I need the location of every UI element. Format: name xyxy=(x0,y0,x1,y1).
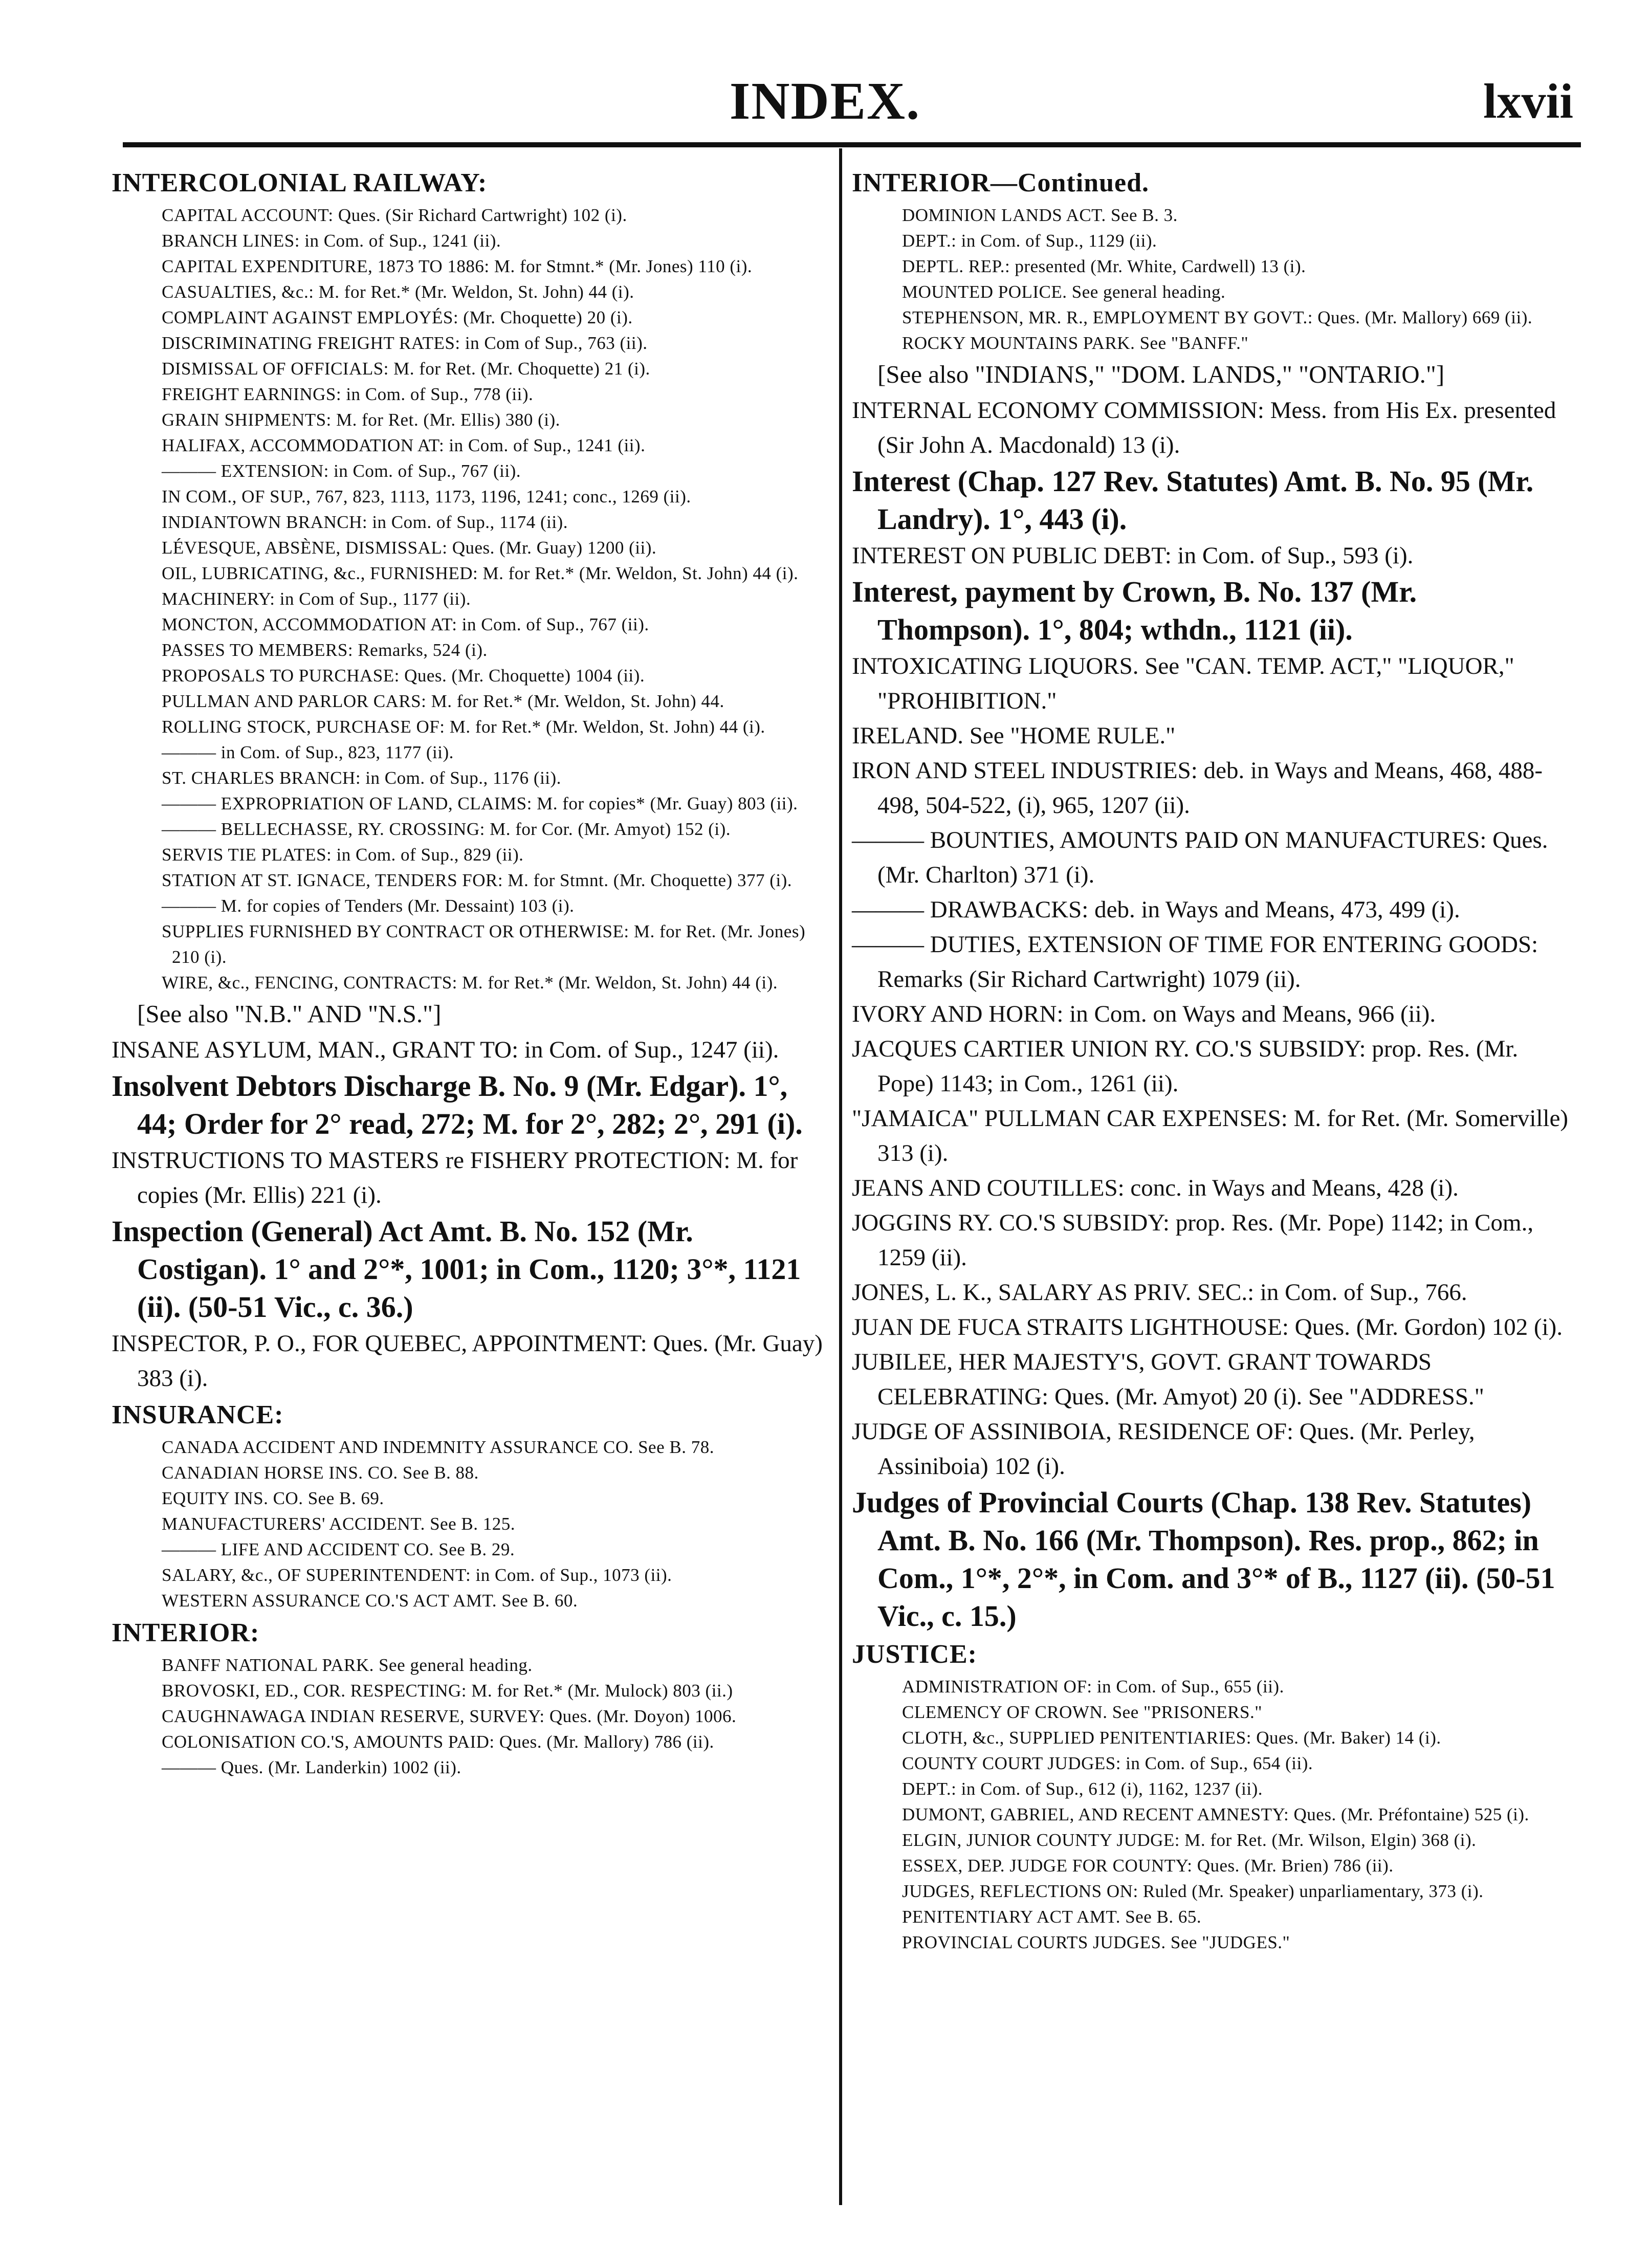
index-entry-sub: COMPLAINT AGAINST EMPLOYÉS: (Mr. Choquette) 20 (i). xyxy=(162,307,633,327)
right-column xyxy=(852,164,1576,1955)
index-entry-sub: CAPITAL ACCOUNT: Ques. (Sir Richard Cartwright) 102 (i). xyxy=(162,205,627,225)
index-entry-sub: DUMONT, GABRIEL, AND RECENT AMNESTY: Ques. (Mr. Préfontaine) 525 (i). xyxy=(902,1804,1529,1824)
index-entry-see: [See also "INDIANS," "DOM. LANDS," "ONTARIO."] xyxy=(877,360,1445,388)
index-entry-sub: DOMINION LANDS ACT. See B. 3. xyxy=(902,205,1178,225)
index-entry-sub: EQUITY INS. CO. See B. 69. xyxy=(162,1488,384,1508)
index-entry-sub: ——— BELLECHASSE, RY. CROSSING: M. for Cor. (Mr. Amyot) 152 (i). xyxy=(162,819,731,839)
index-entry-sub: CAPITAL EXPENDITURE, 1873 TO 1886: M. for Stmnt.* (Mr. Jones) 110 (i). xyxy=(162,256,753,276)
index-entry-sub: CANADIAN HORSE INS. CO. See B. 88. xyxy=(162,1463,479,1483)
column-divider xyxy=(839,148,842,2205)
index-entry-main: IRON AND STEEL INDUSTRIES: deb. in Ways and Means, 468, 488-498, 504-522, (i), 965, 1207 (ii). xyxy=(852,757,1543,819)
index-entry-head: JUSTICE: xyxy=(852,1640,977,1669)
index-entry-sub: COLONISATION CO.'S, AMOUNTS PAID: Ques. (Mr. Mallory) 786 (ii). xyxy=(162,1732,714,1752)
index-entry-big: Insolvent Debtors Discharge B. No. 9 (Mr. Edgar). 1°, 44; Order for 2° read, 272; M. for 2°, 282; 2°, 291 (i). xyxy=(112,1069,803,1140)
index-entry-sub: MONCTON, ACCOMMODATION AT: in Com. of Sup., 767 (ii). xyxy=(162,614,649,634)
index-entry-sub: SALARY, &c., OF SUPERINTENDENT: in Com. of Sup., 1073 (ii). xyxy=(162,1565,672,1585)
index-entry-main: JEANS AND COUTILLES: conc. in Ways and Means, 428 (i). xyxy=(852,1175,1459,1201)
index-entry-main: JACQUES CARTIER UNION RY. CO.'S SUBSIDY: prop. Res. (Mr. Pope) 1143; in Com., 1261 (ii). xyxy=(852,1036,1519,1097)
index-entry-sub: LÉVESQUE, ABSÈNE, DISMISSAL: Ques. (Mr. Guay) 1200 (ii). xyxy=(162,538,657,558)
index-entry-sub: ——— in Com. of Sup., 823, 1177 (ii). xyxy=(162,742,454,762)
index-entry-main: JOGGINS RY. CO.'S SUBSIDY: prop. Res. (Mr. Pope) 1142; in Com., 1259 (ii). xyxy=(852,1209,1534,1271)
index-entry-sub: INDIANTOWN BRANCH: in Com. of Sup., 1174 (ii). xyxy=(162,512,568,532)
index-entry-main: JUDGE OF ASSINIBOIA, RESIDENCE OF: Ques. (Mr. Perley, Assiniboia) 102 (i). xyxy=(852,1418,1475,1480)
index-entry-sub: ——— EXTENSION: in Com. of Sup., 767 (ii). xyxy=(162,461,521,481)
index-entry-main: "JAMAICA" PULLMAN CAR EXPENSES: M. for Ret. (Mr. Somerville) 313 (i). xyxy=(852,1105,1569,1166)
index-entry-main: IVORY AND HORN: in Com. on Ways and Means, 966 (ii). xyxy=(852,1001,1436,1027)
index-entry-sub: ——— EXPROPRIATION OF LAND, CLAIMS: M. for copies* (Mr. Guay) 803 (ii). xyxy=(162,794,798,813)
index-entry-sub: ——— Ques. (Mr. Landerkin) 1002 (ii). xyxy=(162,1757,461,1777)
index-entry-sub: ST. CHARLES BRANCH: in Com. of Sup., 1176 (ii). xyxy=(162,768,561,788)
index-entry-big: Inspection (General) Act Amt. B. No. 152 (Mr. Costigan). 1° and 2°*, 1001; in Com., 1120; 3°*, 1121 (ii). (50-51 Vic., c. 36.) xyxy=(112,1215,801,1324)
index-entry-sub: ROLLING STOCK, PURCHASE OF: M. for Ret.* (Mr. Weldon, St. John) 44 (i). xyxy=(162,717,765,737)
index-entry-sub: ——— LIFE AND ACCIDENT CO. See B. 29. xyxy=(162,1539,515,1559)
index-entry-sub: MACHINERY: in Com of Sup., 1177 (ii). xyxy=(162,589,471,609)
index-entry-sub: MOUNTED POLICE. See general heading. xyxy=(902,282,1226,302)
index-entry-sub: DEPT.: in Com. of Sup., 612 (i), 1162, 1237 (ii). xyxy=(902,1779,1263,1799)
index-entry-big: Judges of Provincial Courts (Chap. 138 Rev. Statutes) Amt. B. No. 166 (Mr. Thompson). Res. prop., 862; in Com., 1°*, 2°*, in Com. and 3°* of B., 1127 (ii). (50-51 Vic., c. 15.) xyxy=(852,1486,1555,1633)
index-entry-sub: HALIFAX, ACCOMMODATION AT: in Com. of Sup., 1241 (ii). xyxy=(162,435,646,455)
index-entry-sub: MANUFACTURERS' ACCIDENT. See B. 125. xyxy=(162,1514,515,1534)
index-entry-sub: WIRE, &c., FENCING, CONTRACTS: M. for Ret.* (Mr. Weldon, St. John) 44 (i). xyxy=(162,973,778,993)
index-entry-sub: DISCRIMINATING FREIGHT RATES: in Com of Sup., 763 (ii). xyxy=(162,333,648,353)
index-entry-sub: STEPHENSON, MR. R., EMPLOYMENT BY GOVT.: Ques. (Mr. Mallory) 669 (ii). xyxy=(902,307,1533,327)
index-entry-sub: WESTERN ASSURANCE CO.'S ACT AMT. See B. 60. xyxy=(162,1591,578,1611)
index-entry-sub: PROPOSALS TO PURCHASE: Ques. (Mr. Choquette) 1004 (ii). xyxy=(162,666,645,686)
index-entry-head: INSURANCE: xyxy=(112,1400,284,1429)
index-entry-head: INTERIOR—Continued. xyxy=(852,168,1150,197)
index-entry-sub: CLOTH, &c., SUPPLIED PENITENTIARIES: Ques. (Mr. Baker) 14 (i). xyxy=(902,1728,1441,1748)
index-entry-sub: CAUGHNAWAGA INDIAN RESERVE, SURVEY: Ques. (Mr. Doyon) 1006. xyxy=(162,1706,737,1726)
index-entry-sub: GRAIN SHIPMENTS: M. for Ret. (Mr. Ellis) 380 (i). xyxy=(162,410,560,430)
index-entry-sub: BROVOSKI, ED., COR. RESPECTING: M. for Ret.* (Mr. Mulock) 803 (ii.) xyxy=(162,1681,733,1701)
index-entry-sub: STATION AT ST. IGNACE, TENDERS FOR: M. for Stmnt. (Mr. Choquette) 377 (i). xyxy=(162,870,792,890)
header-rule xyxy=(123,142,1581,147)
index-entry-main: ——— DRAWBACKS: deb. in Ways and Means, 473, 499 (i). xyxy=(852,896,1460,923)
index-entry-big: Interest (Chap. 127 Rev. Statutes) Amt. B. No. 95 (Mr. Landry). 1°, 443 (i). xyxy=(852,465,1534,536)
index-entry-sub: CANADA ACCIDENT AND INDEMNITY ASSURANCE CO. See B. 78. xyxy=(162,1437,714,1457)
page-number: lxvii xyxy=(1483,74,1573,128)
index-entry-sub: ELGIN, JUNIOR COUNTY JUDGE: M. for Ret. (Mr. Wilson, Elgin) 368 (i). xyxy=(902,1830,1477,1850)
index-entry-sub: JUDGES, REFLECTIONS ON: Ruled (Mr. Speaker) unparliamentary, 373 (i). xyxy=(902,1881,1484,1901)
index-entry-sub: FREIGHT EARNINGS: in Com. of Sup., 778 (ii). xyxy=(162,384,534,404)
index-entry-main: INSPECTOR, P. O., FOR QUEBEC, APPOINTMENT: Ques. (Mr. Guay) 383 (i). xyxy=(112,1330,823,1392)
index-entry-sub: BRANCH LINES: in Com. of Sup., 1241 (ii). xyxy=(162,231,501,251)
index-entry-sub: ROCKY MOUNTAINS PARK. See "BANFF." xyxy=(902,333,1249,353)
index-entry-sub: OIL, LUBRICATING, &c., FURNISHED: M. for Ret.* (Mr. Weldon, St. John) 44 (i). xyxy=(162,563,799,583)
index-entry-sub: CASUALTIES, &c.: M. for Ret.* (Mr. Weldon, St. John) 44 (i). xyxy=(162,282,634,302)
index-entry-sub: ——— M. for copies of Tenders (Mr. Dessaint) 103 (i). xyxy=(162,896,575,916)
index-entry-sub: PENITENTIARY ACT AMT. See B. 65. xyxy=(902,1907,1202,1927)
index-entry-sub: ADMINISTRATION OF: in Com. of Sup., 655 (ii). xyxy=(902,1677,1284,1697)
index-entry-main: INTEREST ON PUBLIC DEBT: in Com. of Sup., 593 (i). xyxy=(852,542,1414,569)
index-entry-main: JUBILEE, HER MAJESTY'S, GOVT. GRANT TOWARDS CELEBRATING: Ques. (Mr. Amyot) 20 (i). See "ADDRESS." xyxy=(852,1349,1484,1410)
index-entry-sub: DEPT.: in Com. of Sup., 1129 (ii). xyxy=(902,231,1157,251)
index-entry-main: JUAN DE FUCA STRAITS LIGHTHOUSE: Ques. (Mr. Gordon) 102 (i). xyxy=(852,1314,1563,1340)
index-entry-sub: ESSEX, DEP. JUDGE FOR COUNTY: Ques. (Mr. Brien) 786 (ii). xyxy=(902,1856,1394,1876)
index-entry-main: INTERNAL ECONOMY COMMISSION: Mess. from His Ex. presented (Sir John A. Macdonald) 13 (i). xyxy=(852,397,1556,458)
page-title: INDEX. xyxy=(729,72,921,130)
index-entry-main: IRELAND. See "HOME RULE." xyxy=(852,722,1176,749)
index-entry-main: INTOXICATING LIQUORS. See "CAN. TEMP. ACT," "LIQUOR," "PROHIBITION." xyxy=(852,653,1514,714)
index-entry-head: INTERCOLONIAL RAILWAY: xyxy=(112,168,488,197)
index-entry-sub: PULLMAN AND PARLOR CARS: M. for Ret.* (Mr. Weldon, St. John) 44. xyxy=(162,691,724,711)
index-entry-sub: CLEMENCY OF CROWN. See "PRISONERS." xyxy=(902,1702,1262,1722)
index-entry-sub: DISMISSAL OF OFFICIALS: M. for Ret. (Mr. Choquette) 21 (i). xyxy=(162,359,650,379)
index-entry-sub: IN COM., OF SUP., 767, 823, 1113, 1173, 1196, 1241; conc., 1269 (ii). xyxy=(162,487,691,507)
index-entry-main: INSANE ASYLUM, MAN., GRANT TO: in Com. of Sup., 1247 (ii). xyxy=(112,1037,779,1063)
index-entry-sub: BANFF NATIONAL PARK. See general heading. xyxy=(162,1655,533,1675)
index-entry-head: INTERIOR: xyxy=(112,1618,260,1647)
index-entry-sub: DEPTL. REP.: presented (Mr. White, Cardwell) 13 (i). xyxy=(902,256,1306,276)
index-entry-sub: SUPPLIES FURNISHED BY CONTRACT OR OTHERWISE: M. for Ret. (Mr. Jones) 210 (i). xyxy=(162,921,806,967)
index-entry-big: Interest, payment by Crown, B. No. 137 (Mr. Thompson). 1°, 804; wthdn., 1121 (ii). xyxy=(852,575,1417,646)
index-entry-sub: PASSES TO MEMBERS: Remarks, 524 (i). xyxy=(162,640,488,660)
left-column xyxy=(112,164,828,1780)
index-entry-main: JONES, L. K., SALARY AS PRIV. SEC.: in Com. of Sup., 766. xyxy=(852,1279,1467,1306)
index-entry-main: ——— BOUNTIES, AMOUNTS PAID ON MANUFACTURES: Ques. (Mr. Charlton) 371 (i). xyxy=(852,827,1548,888)
index-entry-sub: SERVIS TIE PLATES: in Com. of Sup., 829 (ii). xyxy=(162,845,524,865)
index-entry-see: [See also "N.B." AND "N.S."] xyxy=(137,1000,442,1028)
index-entry-main: INSTRUCTIONS TO MASTERS re FISHERY PROTECTION: M. for copies (Mr. Ellis) 221 (i). xyxy=(112,1147,798,1208)
index-entry-main: ——— DUTIES, EXTENSION OF TIME FOR ENTERING GOODS: Remarks (Sir Richard Cartwright) 1079 (ii). xyxy=(852,931,1538,993)
index-entry-sub: COUNTY COURT JUDGES: in Com. of Sup., 654 (ii). xyxy=(902,1753,1313,1773)
index-entry-sub: PROVINCIAL COURTS JUDGES. See "JUDGES." xyxy=(902,1932,1290,1952)
